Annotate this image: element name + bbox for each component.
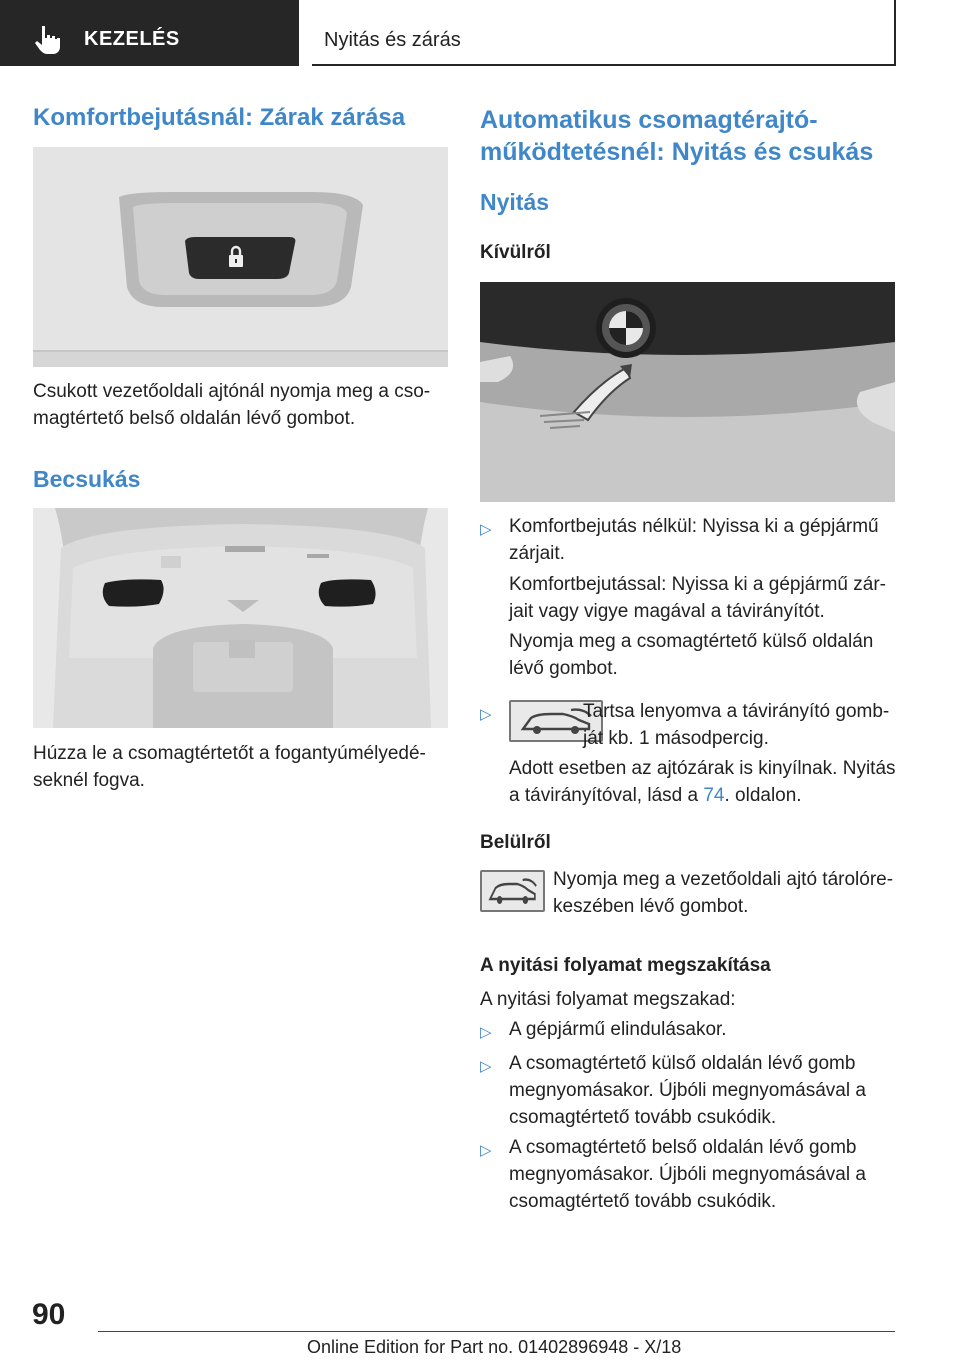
text-line: magtértető belső oldalán lévő gombot. (33, 408, 356, 429)
right-heading (480, 104, 873, 168)
bullet-1-text-c (509, 628, 873, 682)
hand-icon (34, 24, 62, 54)
text-line: A csomagtértető külső oldalán lévő gomb (509, 1053, 856, 1074)
footer-divider (98, 1331, 895, 1332)
text-line: csomagtértető tovább csukódik. (509, 1107, 777, 1128)
text-line: Adott esetben az ajtózárak is kinyílnak. Nyitás (509, 758, 896, 779)
bullet-icon: ▷ (480, 1142, 492, 1159)
left-subheading: Becsukás (33, 466, 141, 492)
interrupt-item-3 (509, 1134, 866, 1215)
heading-line: működtetésnél: Nyitás és csukás (480, 138, 874, 166)
left-heading: Komfortbejutásnál: Zárak zárása (33, 104, 406, 131)
section-tab (0, 0, 299, 66)
text-line: keszében lévő gombot. (553, 896, 749, 917)
left-paragraph-2 (33, 740, 426, 794)
text-line: ját kb. 1 másodpercig. (583, 728, 769, 749)
tailgate-exterior-image (480, 282, 895, 502)
bullet-2-text (583, 698, 889, 752)
text-line: Húzza le a csomagtértetőt a fogantyúmélyedé- (33, 743, 426, 764)
text-line: Tartsa lenyomva a távirányító gomb- (583, 701, 890, 722)
interrupt-item-1: A gépjármű elindulásakor. (509, 1019, 727, 1040)
inside-label: Belülről (480, 832, 551, 853)
heading-line: Automatikus csomagtérajtó- (480, 106, 818, 134)
bullet-1-text-b (509, 571, 886, 625)
text-line-with-link (509, 782, 896, 809)
page-number: 90 (32, 1298, 66, 1331)
left-paragraph-1 (33, 378, 430, 432)
bullet-icon: ▷ (480, 521, 492, 538)
bullet-2-text-b (509, 755, 896, 809)
text-fragment: a távirányítóval, lásd a (509, 785, 704, 806)
interrupt-intro: A nyitási folyamat megszakad: (480, 989, 736, 1010)
tailgate-interior-image (33, 508, 448, 728)
bullet-icon: ▷ (480, 1058, 492, 1075)
bullet-icon: ▷ (480, 1024, 492, 1041)
page-link[interactable]: 74 (703, 785, 725, 806)
right-subheading: Nyitás (480, 189, 550, 215)
outside-label: Kívülről (480, 242, 551, 263)
text-line: Nyomja meg a vezetőoldali ajtó tárolóre- (553, 869, 894, 890)
footer-edition: Online Edition for Part no. 01402896948 - X/18 (307, 1337, 682, 1357)
text-fragment: . oldalon. (724, 785, 802, 806)
text-line: Csukott vezetőoldali ajtónál nyomja meg a cso- (33, 381, 431, 402)
text-line: lévő gombot. (509, 658, 618, 679)
text-line: Nyomja meg a csomagtértető külső oldalán (509, 631, 874, 652)
interrupt-item-2 (509, 1050, 866, 1131)
bullet-1-text (509, 513, 879, 567)
lock-button-image (33, 147, 448, 367)
text-line: seknél fogva. (33, 770, 145, 791)
page-title: Nyitás és zárás (324, 29, 461, 51)
text-line: megnyomásakor. Újbóli megnyomásával a (509, 1080, 866, 1101)
inside-text (553, 866, 893, 920)
page-header (312, 0, 896, 66)
text-line: megnyomásakor. Újbóli megnyomásával a (509, 1164, 866, 1185)
bullet-icon: ▷ (480, 706, 492, 723)
text-line: jait vagy vigye magával a távirányítót. (509, 601, 825, 622)
tailgate-button-icon (480, 870, 545, 912)
text-line: Komfortbejutás nélkül: Nyissa ki a gépjármű (509, 516, 879, 537)
text-line: A csomagtértető belső oldalán lévő gomb (509, 1137, 857, 1158)
text-line: zárjait. (509, 543, 565, 564)
interrupt-heading: A nyitási folyamat megszakítása (480, 955, 771, 976)
text-line: Komfortbejutással: Nyissa ki a gépjármű zár- (509, 574, 886, 595)
section-label: KEZELÉS (84, 28, 180, 50)
text-line: csomagtértető tovább csukódik. (509, 1191, 777, 1212)
